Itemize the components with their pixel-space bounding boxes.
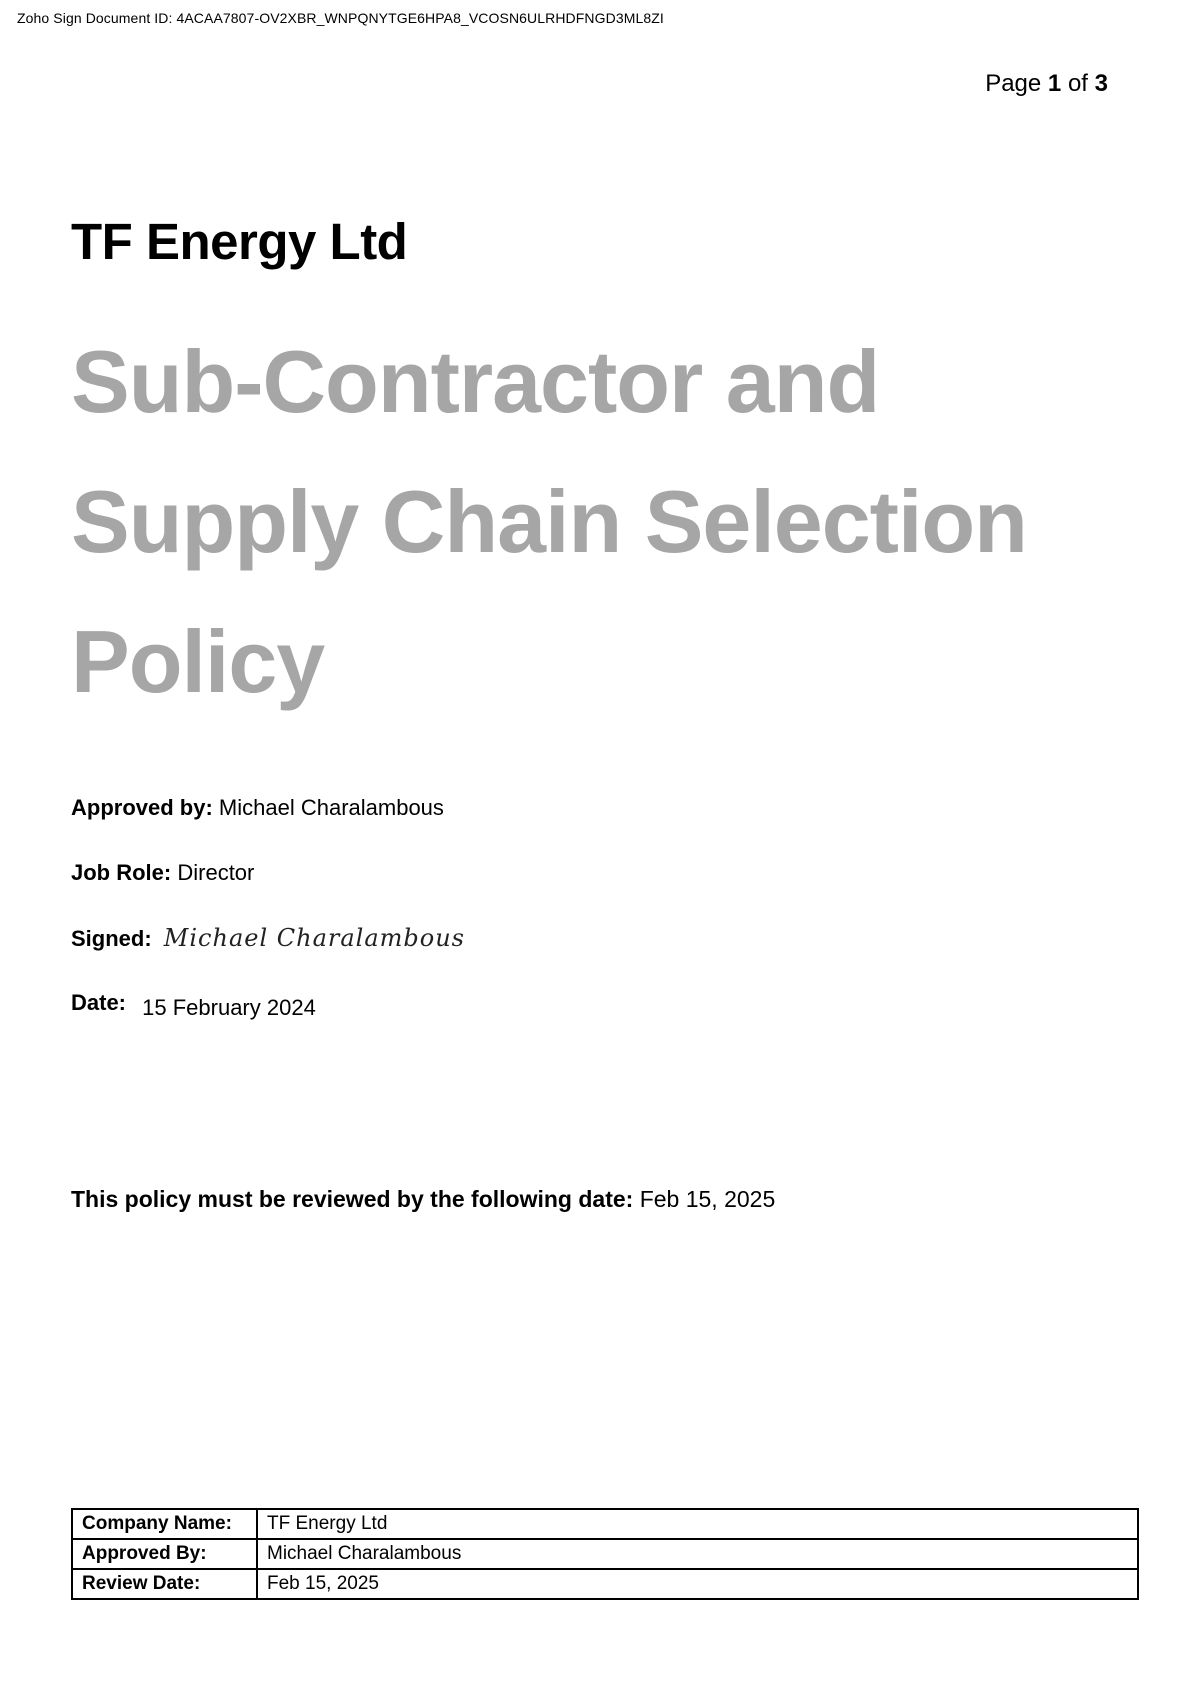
document-id: Zoho Sign Document ID: 4ACAA7807-OV2XBR_WNPQNYTGE6HPA8_VCOSN6ULRHDFNGD3ML8ZI	[17, 10, 664, 26]
table-key: Review Date:	[72, 1569, 257, 1599]
title-line: Sub-Contractor and	[71, 332, 880, 431]
table-value: TF Energy Ltd	[257, 1509, 1138, 1539]
info-table	[71, 1508, 1139, 1600]
table-key: Approved By:	[72, 1539, 257, 1569]
approved-by-value: Michael Charalambous	[218, 795, 444, 820]
job-role-label: Job Role:	[71, 860, 172, 885]
table-value: Michael Charalambous	[257, 1539, 1138, 1569]
page-total: 3	[1094, 70, 1108, 97]
job-role-row	[71, 860, 254, 886]
table-value: Feb 15, 2025	[257, 1569, 1138, 1599]
review-label: This policy must be reviewed by the following date:	[71, 1186, 634, 1212]
review-statement	[71, 1186, 775, 1213]
page-of: of	[1067, 70, 1088, 97]
job-role-value: Director	[177, 860, 255, 885]
company-heading: TF Energy Ltd	[71, 213, 408, 270]
date-label: Date:	[71, 990, 127, 1015]
approved-by-label: Approved by:	[71, 795, 213, 820]
review-value: Feb 15, 2025	[639, 1186, 776, 1212]
approved-by-row	[71, 795, 444, 821]
table-row	[72, 1509, 1138, 1539]
signed-row	[71, 924, 465, 952]
table-row	[72, 1539, 1138, 1569]
page-label: Page	[985, 70, 1042, 97]
signed-label: Signed:	[71, 926, 152, 951]
title-line: Supply Chain Selection	[71, 472, 1027, 571]
title-line: Policy	[71, 612, 325, 711]
date-value: 15 February 2024	[142, 995, 316, 1020]
table-row	[72, 1569, 1138, 1599]
date-row	[71, 990, 316, 1020]
signature: Michael Charalambous	[163, 924, 465, 952]
page-current: 1	[1047, 70, 1062, 97]
page-number	[985, 70, 1108, 98]
document-title	[71, 312, 1151, 732]
table-key: Company Name:	[72, 1509, 257, 1539]
